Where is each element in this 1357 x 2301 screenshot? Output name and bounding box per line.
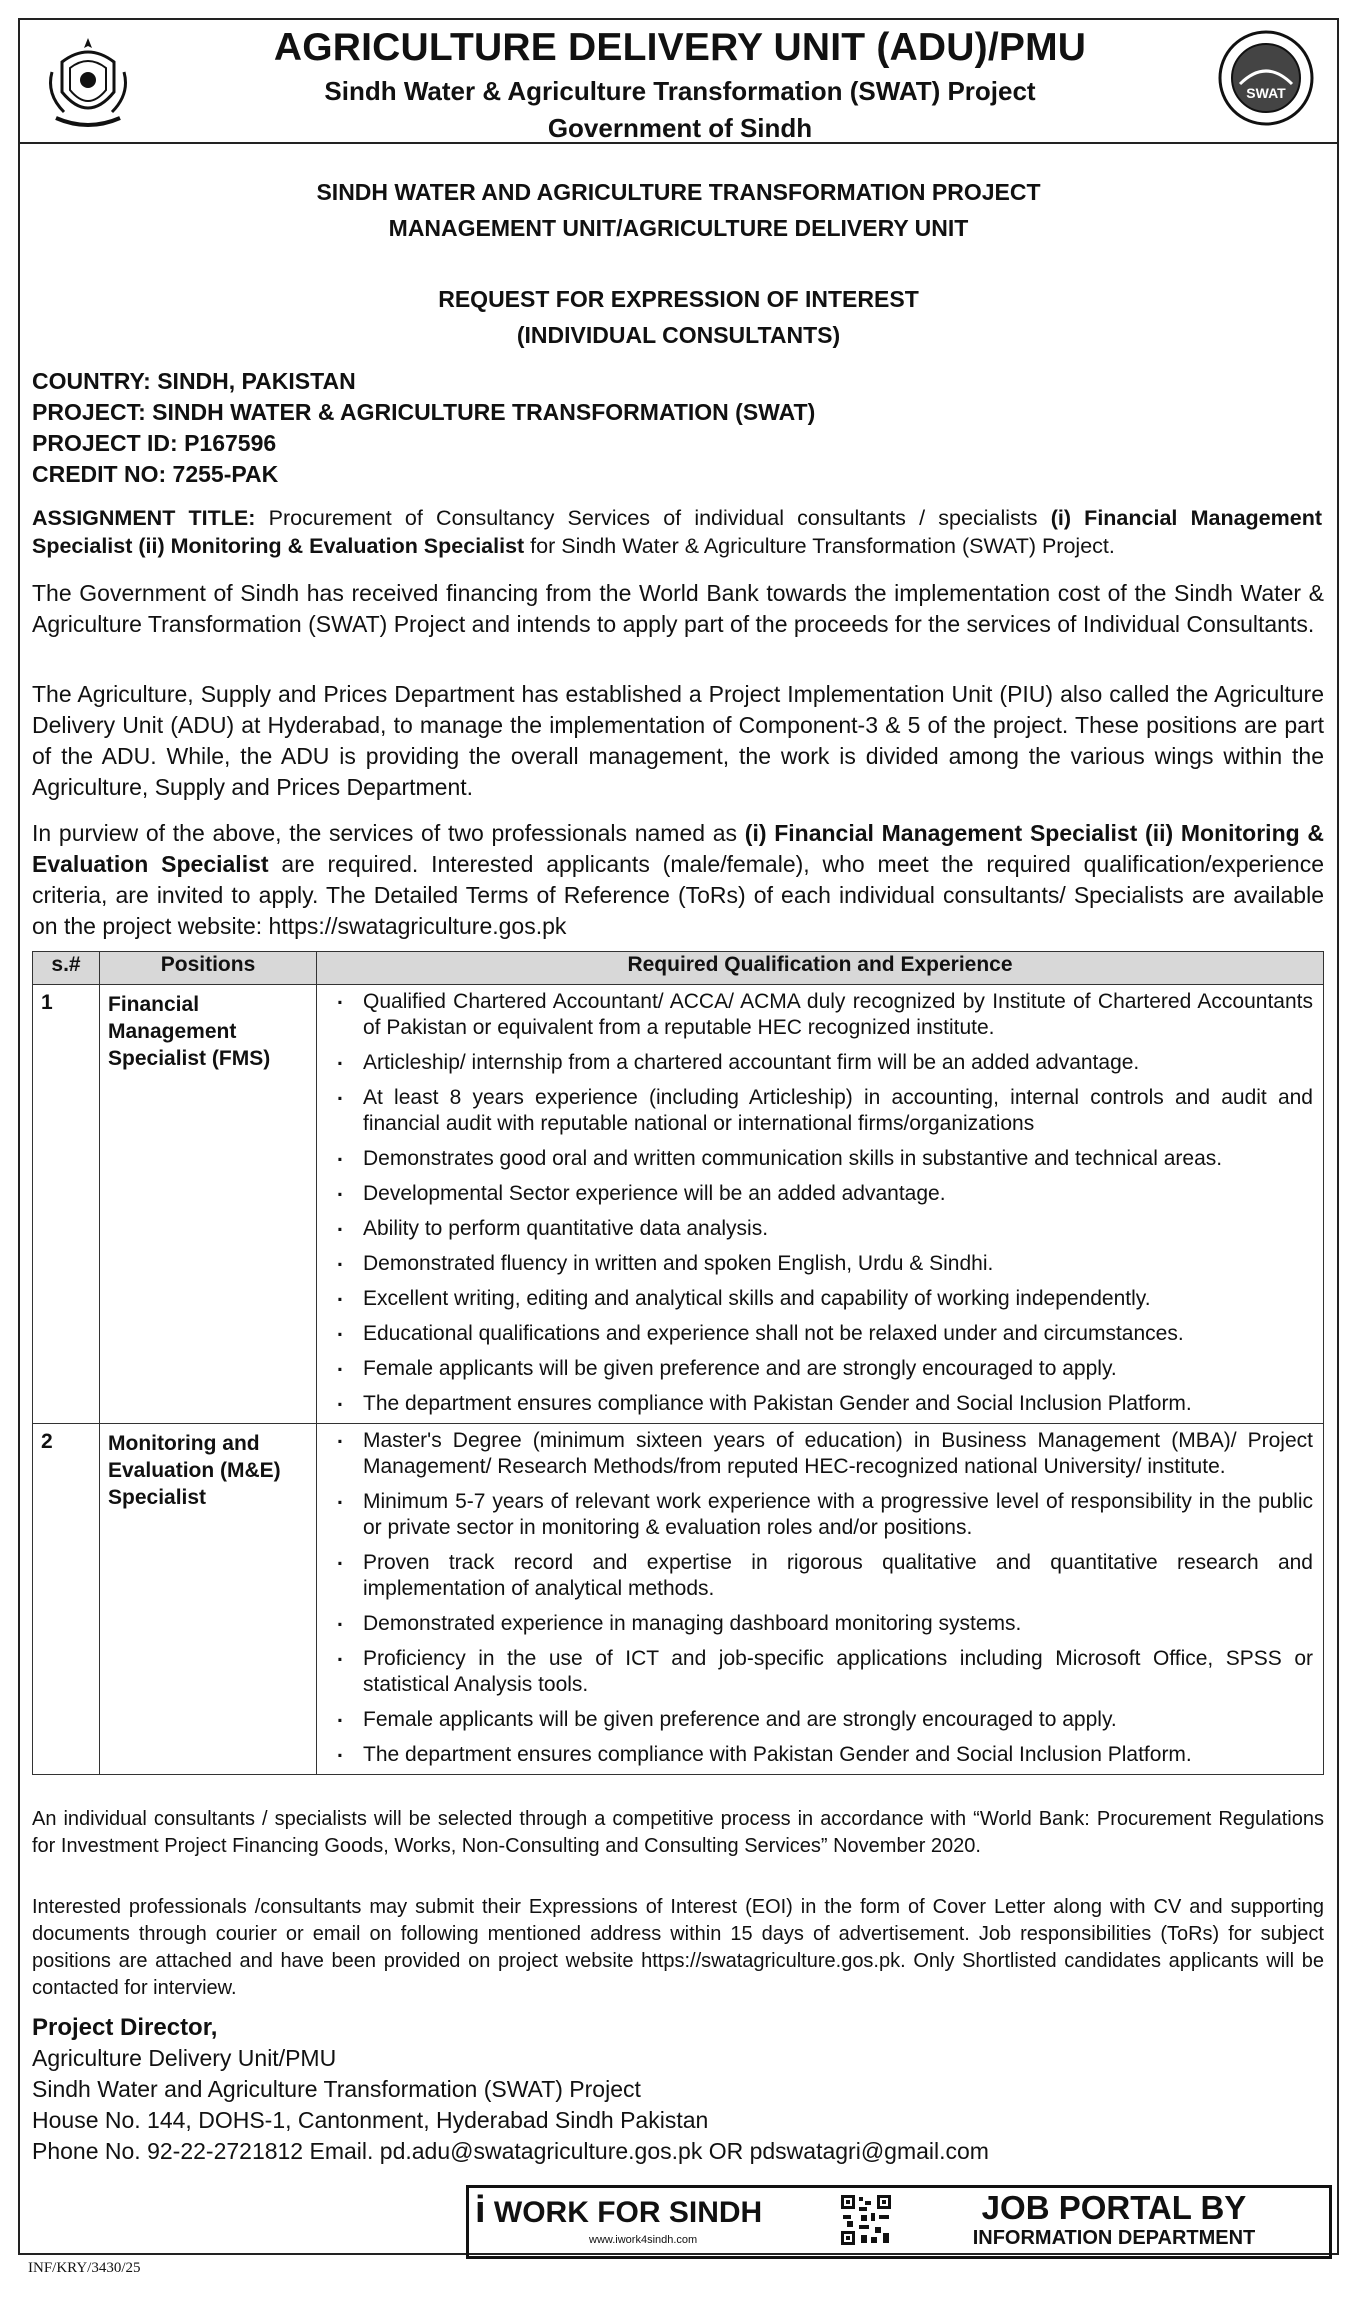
list-item: . Master's Degree (minimum sixteen years of education) in Business Management (MBA)/ Project Management/ Research Methods/from reputed HEC-recognized national University/ institute. [333, 1428, 1313, 1480]
list-item: . At least 8 years experience (including Articleship) in accounting, internal controls and audit and financial audit with reputable national or international firms/organizations [333, 1085, 1313, 1137]
page-title: AGRICULTURE DELIVERY UNIT (ADU)/PMU [273, 26, 1087, 69]
request-heading [40, 281, 1317, 353]
header [160, 26, 1200, 144]
list-item: . Ability to perform quantitative data analysis. [333, 1216, 1313, 1242]
unit-heading-line1: SINDH WATER AND AGRICULTURE TRANSFORMATION PROJECT [316, 179, 1041, 205]
list-item: . Minimum 5-7 years of relevant work experience with a progressive level of responsibility in the public or private sector in monitoring & evaluation roles and/or positions. [333, 1489, 1313, 1541]
contact-title: Project Director, [32, 2014, 218, 2041]
header-divider [20, 142, 1337, 144]
row-position: Monitoring and Evaluation (M&E) Specialist [100, 1424, 317, 1775]
portal-line2: INFORMATION DEPARTMENT [972, 2227, 1256, 2249]
paragraph-purview: In purview of the above, the services of two professionals named as (i) Financial Management Specialist (ii) Monitoring & Evaluation Specialist are required. Interested applicants (male/female), who meet the required qualification/experience criteria, are invited to apply. The Detailed Terms of Reference (ToRs) of each individual consultants/ Specialists are available on the project website: https://swatagriculture.gos.pk [32, 820, 1325, 939]
list-item: . Developmental Sector experience will be an added advantage. [333, 1181, 1313, 1207]
requirements-table [32, 951, 1324, 1775]
request-heading-line1: REQUEST FOR EXPRESSION OF INTEREST [438, 286, 919, 312]
list-item: . Female applicants will be given preference and are strongly encouraged to apply. [333, 1707, 1313, 1733]
credit-no: CREDIT NO: 7255-PAK [32, 461, 279, 487]
country: COUNTRY: SINDH, PAKISTAN [32, 368, 356, 394]
work-for-sindh-logo: i WORK FOR SINDH [475, 2189, 763, 2231]
contact-line: Agriculture Delivery Unit/PMU [32, 2045, 337, 2071]
list-item: . Demonstrated fluency in written and spoken English, Urdu & Sindhi. [333, 1251, 1313, 1277]
row-position: Financial Management Specialist (FMS) [100, 985, 317, 1424]
list-item: . Excellent writing, editing and analytical skills and capability of working independently. [333, 1286, 1313, 1312]
project-name: PROJECT: SINDH WATER & AGRICULTURE TRANSFORMATION (SWAT) [32, 399, 816, 425]
list-item: . The department ensures compliance with Pakistan Gender and Social Inclusion Platform. [333, 1742, 1313, 1768]
col-header-positions: Positions [100, 952, 317, 985]
col-header-qualification: Required Qualification and Experience [317, 952, 1324, 985]
paragraph-submission: Interested professionals /consultants may submit their Expressions of Interest (EOI) in the form of Cover Letter along with CV and supporting documents through courier or email on following mentioned address within 15 days of advertisement. Job responsibilities (ToRs) for subject positions are attached and have been provided on project website https://swatagriculture.gos.pk. Only Shortlisted candidates applicants will be contacted for interview. [32, 1896, 1324, 1999]
assignment-title: ASSIGNMENT TITLE: Procurement of Consultancy Services of individual consultants / specialists (i) Financial Management Specialist (ii) Monitoring & Evaluation Specialist for Sindh Water & Agriculture Transformation (SWAT) Project. [32, 506, 1322, 558]
unit-heading-line2: MANAGEMENT UNIT/AGRICULTURE DELIVERY UNIT [388, 215, 969, 241]
requirements-table-wrap [32, 951, 1324, 1775]
col-header-sn: s.# [33, 952, 100, 985]
i-logo-icon: i [475, 2189, 486, 2231]
qr-code-icon [839, 2193, 893, 2247]
row-qualifications [317, 985, 1324, 1424]
swat-logo-text: SWAT [1246, 85, 1286, 101]
project-subtitle: Sindh Water & Agriculture Transformation (SWAT) Project [324, 76, 1036, 106]
work-url: www.iwork4sindh.com [589, 2234, 698, 2246]
list-item: . Demonstrates good oral and written communication skills in substantive and technical areas. [333, 1146, 1313, 1172]
government-name: Government of Sindh [547, 113, 813, 143]
reference-number: INF/KRY/3430/25 [28, 2260, 141, 2276]
list-item: . Articleship/ internship from a chartered accountant firm will be an added advantage. [333, 1050, 1313, 1076]
sindh-emblem-icon [42, 32, 134, 132]
contact-line: House No. 144, DOHS-1, Cantonment, Hyderabad Sindh Pakistan [32, 2107, 709, 2133]
request-heading-line2: (INDIVIDUAL CONSULTANTS) [516, 322, 841, 348]
project-id: PROJECT ID: P167596 [32, 430, 277, 456]
contact-line: Sindh Water and Agriculture Transformation (SWAT) Project [32, 2076, 641, 2102]
table-header-row [33, 952, 1324, 985]
row-sn: 1 [33, 985, 100, 1424]
job-portal-banner [466, 2185, 1332, 2259]
contact-block [32, 2012, 1324, 2167]
table-row [33, 985, 1324, 1424]
list-item: . Proven track record and expertise in rigorous qualitative and quantitative research and implementation of analytical methods. [333, 1550, 1313, 1602]
list-item: . The department ensures compliance with Pakistan Gender and Social Inclusion Platform. [333, 1391, 1313, 1417]
paragraph-adu: The Agriculture, Supply and Prices Department has established a Project Implementation Unit (PIU) also called the Agriculture Delivery Unit (ADU) at Hyderabad, to manage the implementation of Component-3 & 5 of the project. These positions are part of the ADU. While, the ADU is providing the overall management, the work is divided among the various wings within the Agriculture, Supply and Prices Department. [32, 681, 1324, 800]
row-qualifications [317, 1424, 1324, 1775]
list-item: . Female applicants will be given preference and are strongly encouraged to apply. [333, 1356, 1313, 1382]
paragraph-financing: The Government of Sindh has received financing from the World Bank towards the implementation cost of the Sindh Water & Agriculture Transformation (SWAT) Project and intends to apply part of the proceeds for the services of Individual Consultants. [32, 580, 1324, 637]
list-item: . Qualified Chartered Accountant/ ACCA/ ACMA duly recognized by Institute of Chartered Accountants of Pakistan or equivalent from a reputable HEC recognized institute. [333, 989, 1313, 1041]
contact-line: Phone No. 92-22-2721812 Email. pd.adu@swatagriculture.gos.pk OR pdswatagri@gmail.com [32, 2138, 989, 2164]
row-sn: 2 [33, 1424, 100, 1775]
unit-heading [40, 174, 1317, 246]
swat-logo-icon [1216, 28, 1316, 128]
list-item: . Educational qualifications and experience shall not be relaxed under and circumstances. [333, 1321, 1313, 1347]
list-item: . Demonstrated experience in managing dashboard monitoring systems. [333, 1611, 1313, 1637]
table-row [33, 1424, 1324, 1775]
list-item: . Proficiency in the use of ICT and job-specific applications including Microsoft Office, SPSS or statistical Analysis tools. [333, 1646, 1313, 1698]
project-meta [32, 366, 1312, 490]
paragraph-selection: An individual consultants / specialists will be selected through a competitive process in accordance with “World Bank: Procurement Regulations for Investment Project Financing Goods, Works, Non-Consulting and Consulting Services” November 2020. [32, 1808, 1324, 1857]
portal-line1: JOB PORTAL BY [981, 2189, 1247, 2226]
